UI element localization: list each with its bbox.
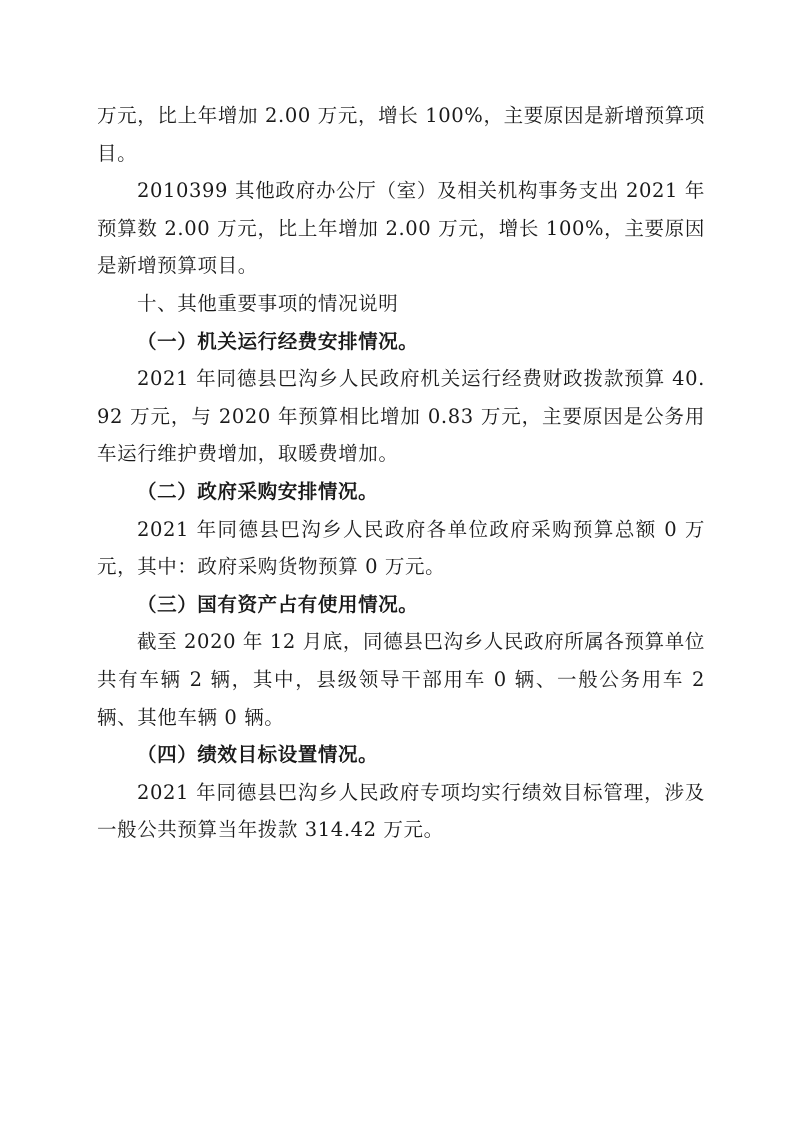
paragraph-procurement: 2021 年同德县巴沟乡人民政府各单位政府采购预算总额 0 万元，其中：政府采购货物预算 0 万元。 <box>97 517 705 579</box>
subheading-performance-goals: （四）绩效目标设置情况。 <box>137 743 379 767</box>
subheading-state-assets: （三）国有资产占有使用情况。 <box>137 592 419 616</box>
subheading-operating-funds: （一）机关运行经费安排情况。 <box>137 329 419 353</box>
subheading-procurement: （二）政府采购安排情况。 <box>137 479 379 503</box>
paragraph-continuation: 万元，比上年增加 2.00 万元，增长 100%，主要原因是新增预算项目。 <box>97 104 705 165</box>
paragraph-performance-goals: 2021 年同德县巴沟乡人民政府专项均实行绩效目标管理，涉及一般公共预算当年拨款 314.42 万元。 <box>97 780 705 842</box>
paragraph-item-2010399: 2010399 其他政府办公厅（室）及相关机构事务支出 2021 年预算数 2.00 万元，比上年增加 2.00 万元，增长 100%，主要原因是新增预算项目。 <box>97 179 705 278</box>
paragraph-state-assets: 截至 2020 年 12 月底，同德县巴沟乡人民政府所属各预算单位共有车辆 2 辆，其中，县级领导干部用车 0 辆、一般公务用车 2 辆、其他车辆 0 辆。 <box>97 630 705 729</box>
document-body <box>97 97 705 849</box>
section-heading-other-matters: 十、其他重要事项的情况说明 <box>137 291 399 315</box>
paragraph-operating-funds: 2021 年同德县巴沟乡人民政府机关运行经费财政拨款预算 40.92 万元，与 2020 年预算相比增加 0.83 万元，主要原因是公务用车运行维护费增加，取暖费增加。 <box>97 367 705 466</box>
